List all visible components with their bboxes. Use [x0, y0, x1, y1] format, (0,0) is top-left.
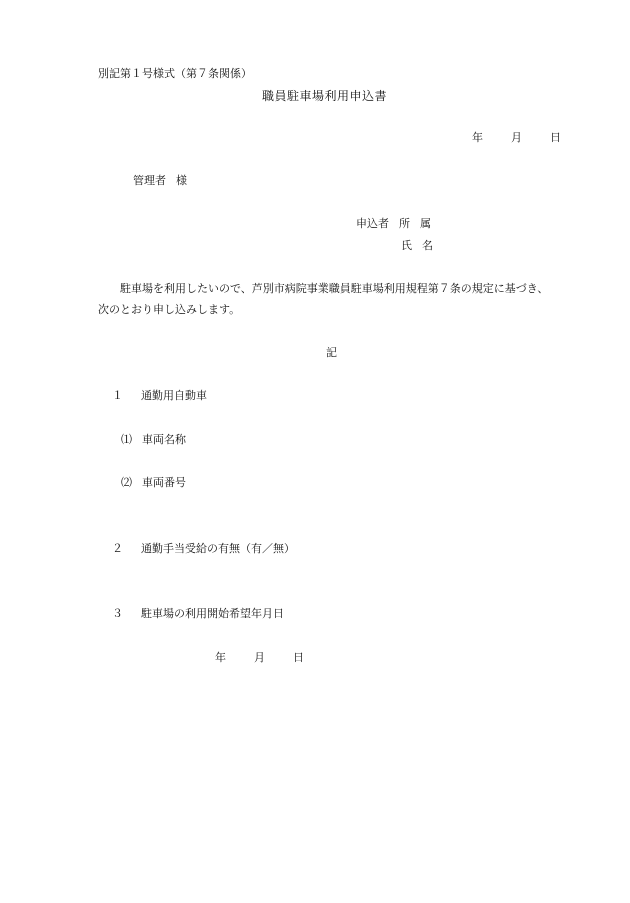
addressee-honorific: 様 [176, 174, 187, 187]
date-bottom-day: 日 [293, 651, 304, 664]
date-top-year: 年 [472, 131, 483, 144]
date-bottom-year: 年 [215, 651, 226, 664]
date-top-month: 月 [511, 131, 522, 144]
affiliation-label-first: 所 [399, 217, 410, 230]
form-number: 別記第１号様式（第７条関係） [98, 67, 252, 80]
name-label-second: 名 [422, 239, 433, 252]
item-1 [112, 389, 207, 403]
date-bottom-month: 月 [254, 651, 265, 664]
item-3-number: ３ [112, 607, 123, 620]
item-1-sub-1 [121, 433, 186, 447]
name-label-first: 氏 [401, 239, 412, 252]
body-line-2: 次のとおり申し込みします。 [98, 303, 241, 316]
addressee-name: 管理者 [133, 174, 166, 187]
item-1-sub-1-number: ⑴ [121, 433, 132, 446]
item-1-number: １ [112, 389, 123, 402]
item-1-sub-1-label: 車両名称 [142, 433, 186, 446]
body-line-1: 駐車場を利用したいので、芦別市病院事業職員駐車場利用規程第７条の規定に基づき、 [120, 282, 549, 295]
item-1-sub-2-number: ⑵ [121, 476, 132, 489]
document-title: 職員駐車場利用申込書 [262, 89, 388, 103]
applicant-affiliation-row [356, 217, 431, 231]
item-1-sub-2 [121, 476, 186, 490]
item-2-number: ２ [112, 542, 123, 555]
item-2-label: 通勤手当受給の有無（有／無） [141, 542, 295, 555]
addressee [133, 174, 187, 188]
date-top-day: 日 [550, 131, 561, 144]
item-3-label: 駐車場の利用開始希望年月日 [141, 607, 284, 620]
item-2 [112, 542, 295, 556]
applicant-name-row [401, 239, 433, 253]
date-top [472, 131, 561, 145]
item-1-label: 通勤用自動車 [141, 389, 207, 402]
date-bottom [215, 651, 304, 665]
item-3 [112, 607, 284, 621]
item-1-sub-2-label: 車両番号 [142, 476, 186, 489]
ki-heading: 記 [326, 346, 337, 359]
applicant-label: 申込者 [356, 217, 389, 230]
affiliation-label-second: 属 [420, 217, 431, 230]
